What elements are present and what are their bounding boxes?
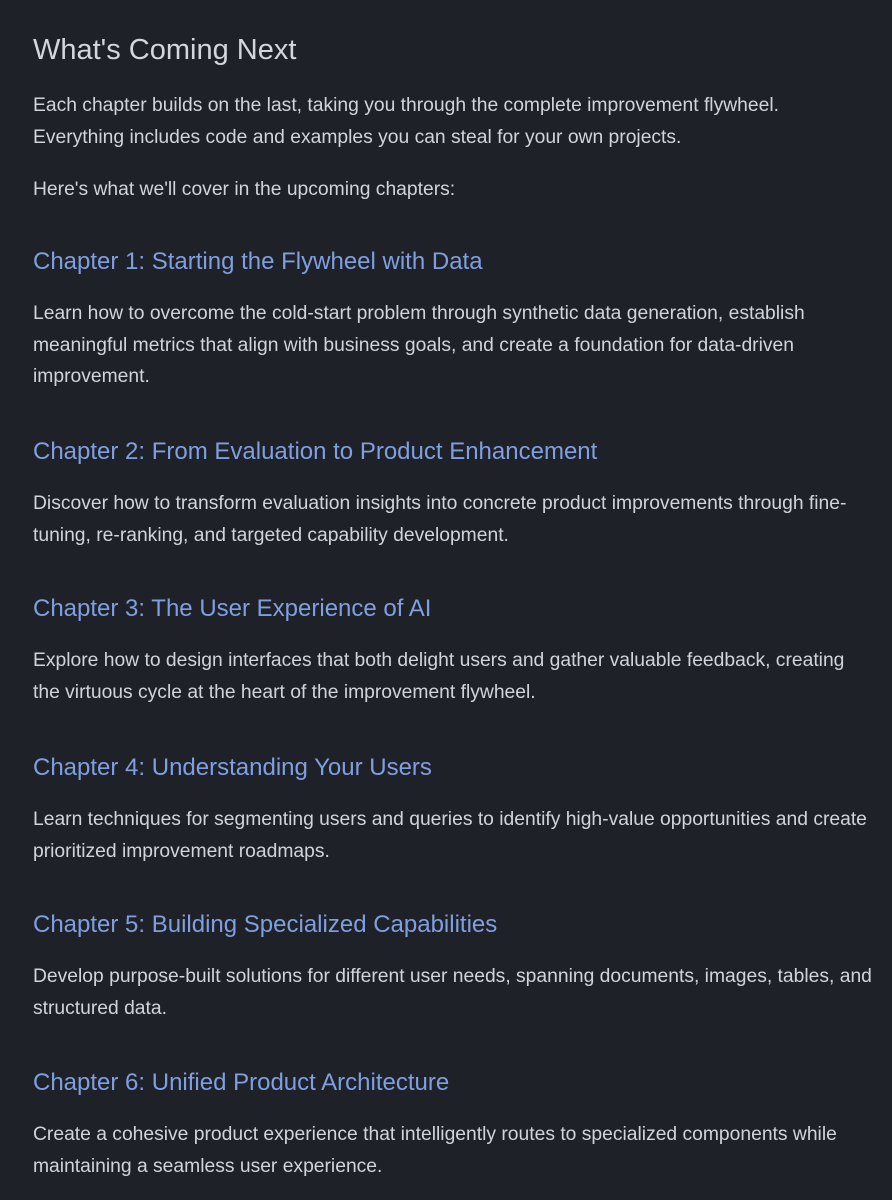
chapter-section-1 [33,246,873,393]
chapter-section-2 [33,436,873,551]
page-title: What's Coming Next [33,34,297,66]
chapter-description: Develop purpose-built solutions for different user needs, spanning documents, images, tables, and structured data. [33,966,872,1019]
intro-paragraph: Each chapter builds on the last, taking you through the complete improvement flywheel. Everything includes code and examples you can steal for your own projects. [33,95,779,148]
chapter-heading: Chapter 4: Understanding Your Users [33,754,432,781]
chapter-heading: Chapter 6: Unified Product Architecture [33,1069,450,1096]
chapter-description: Discover how to transform evaluation insights into concrete product improvements through fine-tuning, re-ranking, and targeted capability development. [33,493,847,546]
chapter-heading: Chapter 3: The User Experience of AI [33,595,432,622]
chapter-heading: Chapter 5: Building Specialized Capabilities [33,911,498,938]
chapter-section-3 [33,593,873,708]
chapter-heading: Chapter 2: From Evaluation to Product Enhancement [33,438,598,465]
chapter-section-6 [33,1067,873,1182]
chapter-heading: Chapter 1: Starting the Flywheel with Data [33,248,483,275]
chapter-description: Create a cohesive product experience that intelligently routes to specialized components while maintaining a seamless user experience. [33,1124,837,1177]
chapter-section-5 [33,909,873,1024]
chapter-description: Learn how to overcome the cold-start problem through synthetic data generation, establish meaningful metrics that align with business goals, and create a foundation for data-driven improvement. [33,303,805,387]
chapter-section-4 [33,752,873,867]
intro-lead-paragraph: Here's what we'll cover in the upcoming chapters: [33,179,456,200]
chapter-description: Explore how to design interfaces that both delight users and gather valuable feedback, creating the virtuous cycle at the heart of the improvement flywheel. [33,650,845,703]
chapter-description: Learn techniques for segmenting users and queries to identify high-value opportunities and create prioritized improvement roadmaps. [33,809,867,862]
